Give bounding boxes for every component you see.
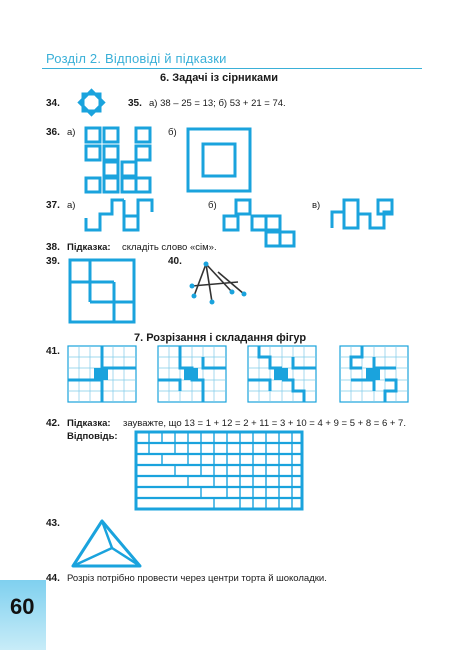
problem-40-number: 40.	[168, 256, 182, 267]
section-6-title: 6. Задачі із сірниками	[160, 72, 278, 84]
problem-37-b-figure	[222, 198, 298, 250]
problem-44-number: 44.	[46, 573, 60, 584]
problem-42-answer-label: Відповідь:	[67, 431, 118, 442]
problem-41-grid-4	[340, 346, 410, 406]
problem-42-number: 42.	[46, 418, 60, 429]
problem-37-b-label: б)	[208, 200, 217, 211]
problem-34-number: 34.	[46, 98, 60, 109]
problem-39-figure	[68, 258, 140, 328]
problem-37-c-label: в)	[312, 200, 321, 211]
problem-42-text: зауважте, що 13 = 1 + 12 = 2 + 11 = 3 + 10 = 4 + 9 = 5 + 8 = 6 + 7.	[123, 418, 406, 429]
problem-37-a-label: а)	[67, 200, 76, 211]
problem-43-figure	[70, 518, 144, 570]
problem-36-number: 36.	[46, 127, 60, 138]
problem-41-grid-2	[158, 346, 228, 406]
problem-37-number: 37.	[46, 200, 60, 211]
page-number: 60	[10, 594, 35, 619]
problem-38-hint-label: Підказка:	[67, 242, 111, 253]
header-divider	[42, 68, 422, 69]
problem-42-hint-label: Підказка:	[67, 418, 111, 429]
problem-42-answer-grid	[136, 432, 304, 512]
problem-41-number: 41.	[46, 346, 60, 357]
problem-36-a-figure	[84, 126, 156, 196]
problem-37-a-figure	[84, 198, 160, 238]
problem-36-a-label: а)	[67, 127, 76, 138]
problem-35-number: 35.	[128, 98, 142, 109]
problem-38-text: складіть слово «сім».	[122, 242, 217, 253]
problem-43-number: 43.	[46, 518, 60, 529]
problem-44-text: Розріз потрібно провести через центри торта й шоколадки.	[67, 573, 327, 584]
problem-41-grid-1	[68, 346, 138, 406]
problem-39-number: 39.	[46, 256, 60, 267]
problem-38-number: 38.	[46, 242, 60, 253]
problem-40-figure	[188, 262, 254, 306]
problem-34-figure	[74, 84, 110, 124]
section-7-title: 7. Розрізання і складання фігур	[134, 332, 307, 344]
problem-37-c-figure	[330, 198, 396, 234]
chapter-header: Розділ 2. Відповіді й підказки	[46, 51, 227, 66]
problem-36-b-label: б)	[168, 127, 177, 138]
problem-35-text: а) 38 – 25 = 13; б) 53 + 21 = 74.	[149, 98, 286, 109]
problem-41-grid-3	[248, 346, 318, 406]
problem-36-b-figure	[186, 127, 256, 197]
